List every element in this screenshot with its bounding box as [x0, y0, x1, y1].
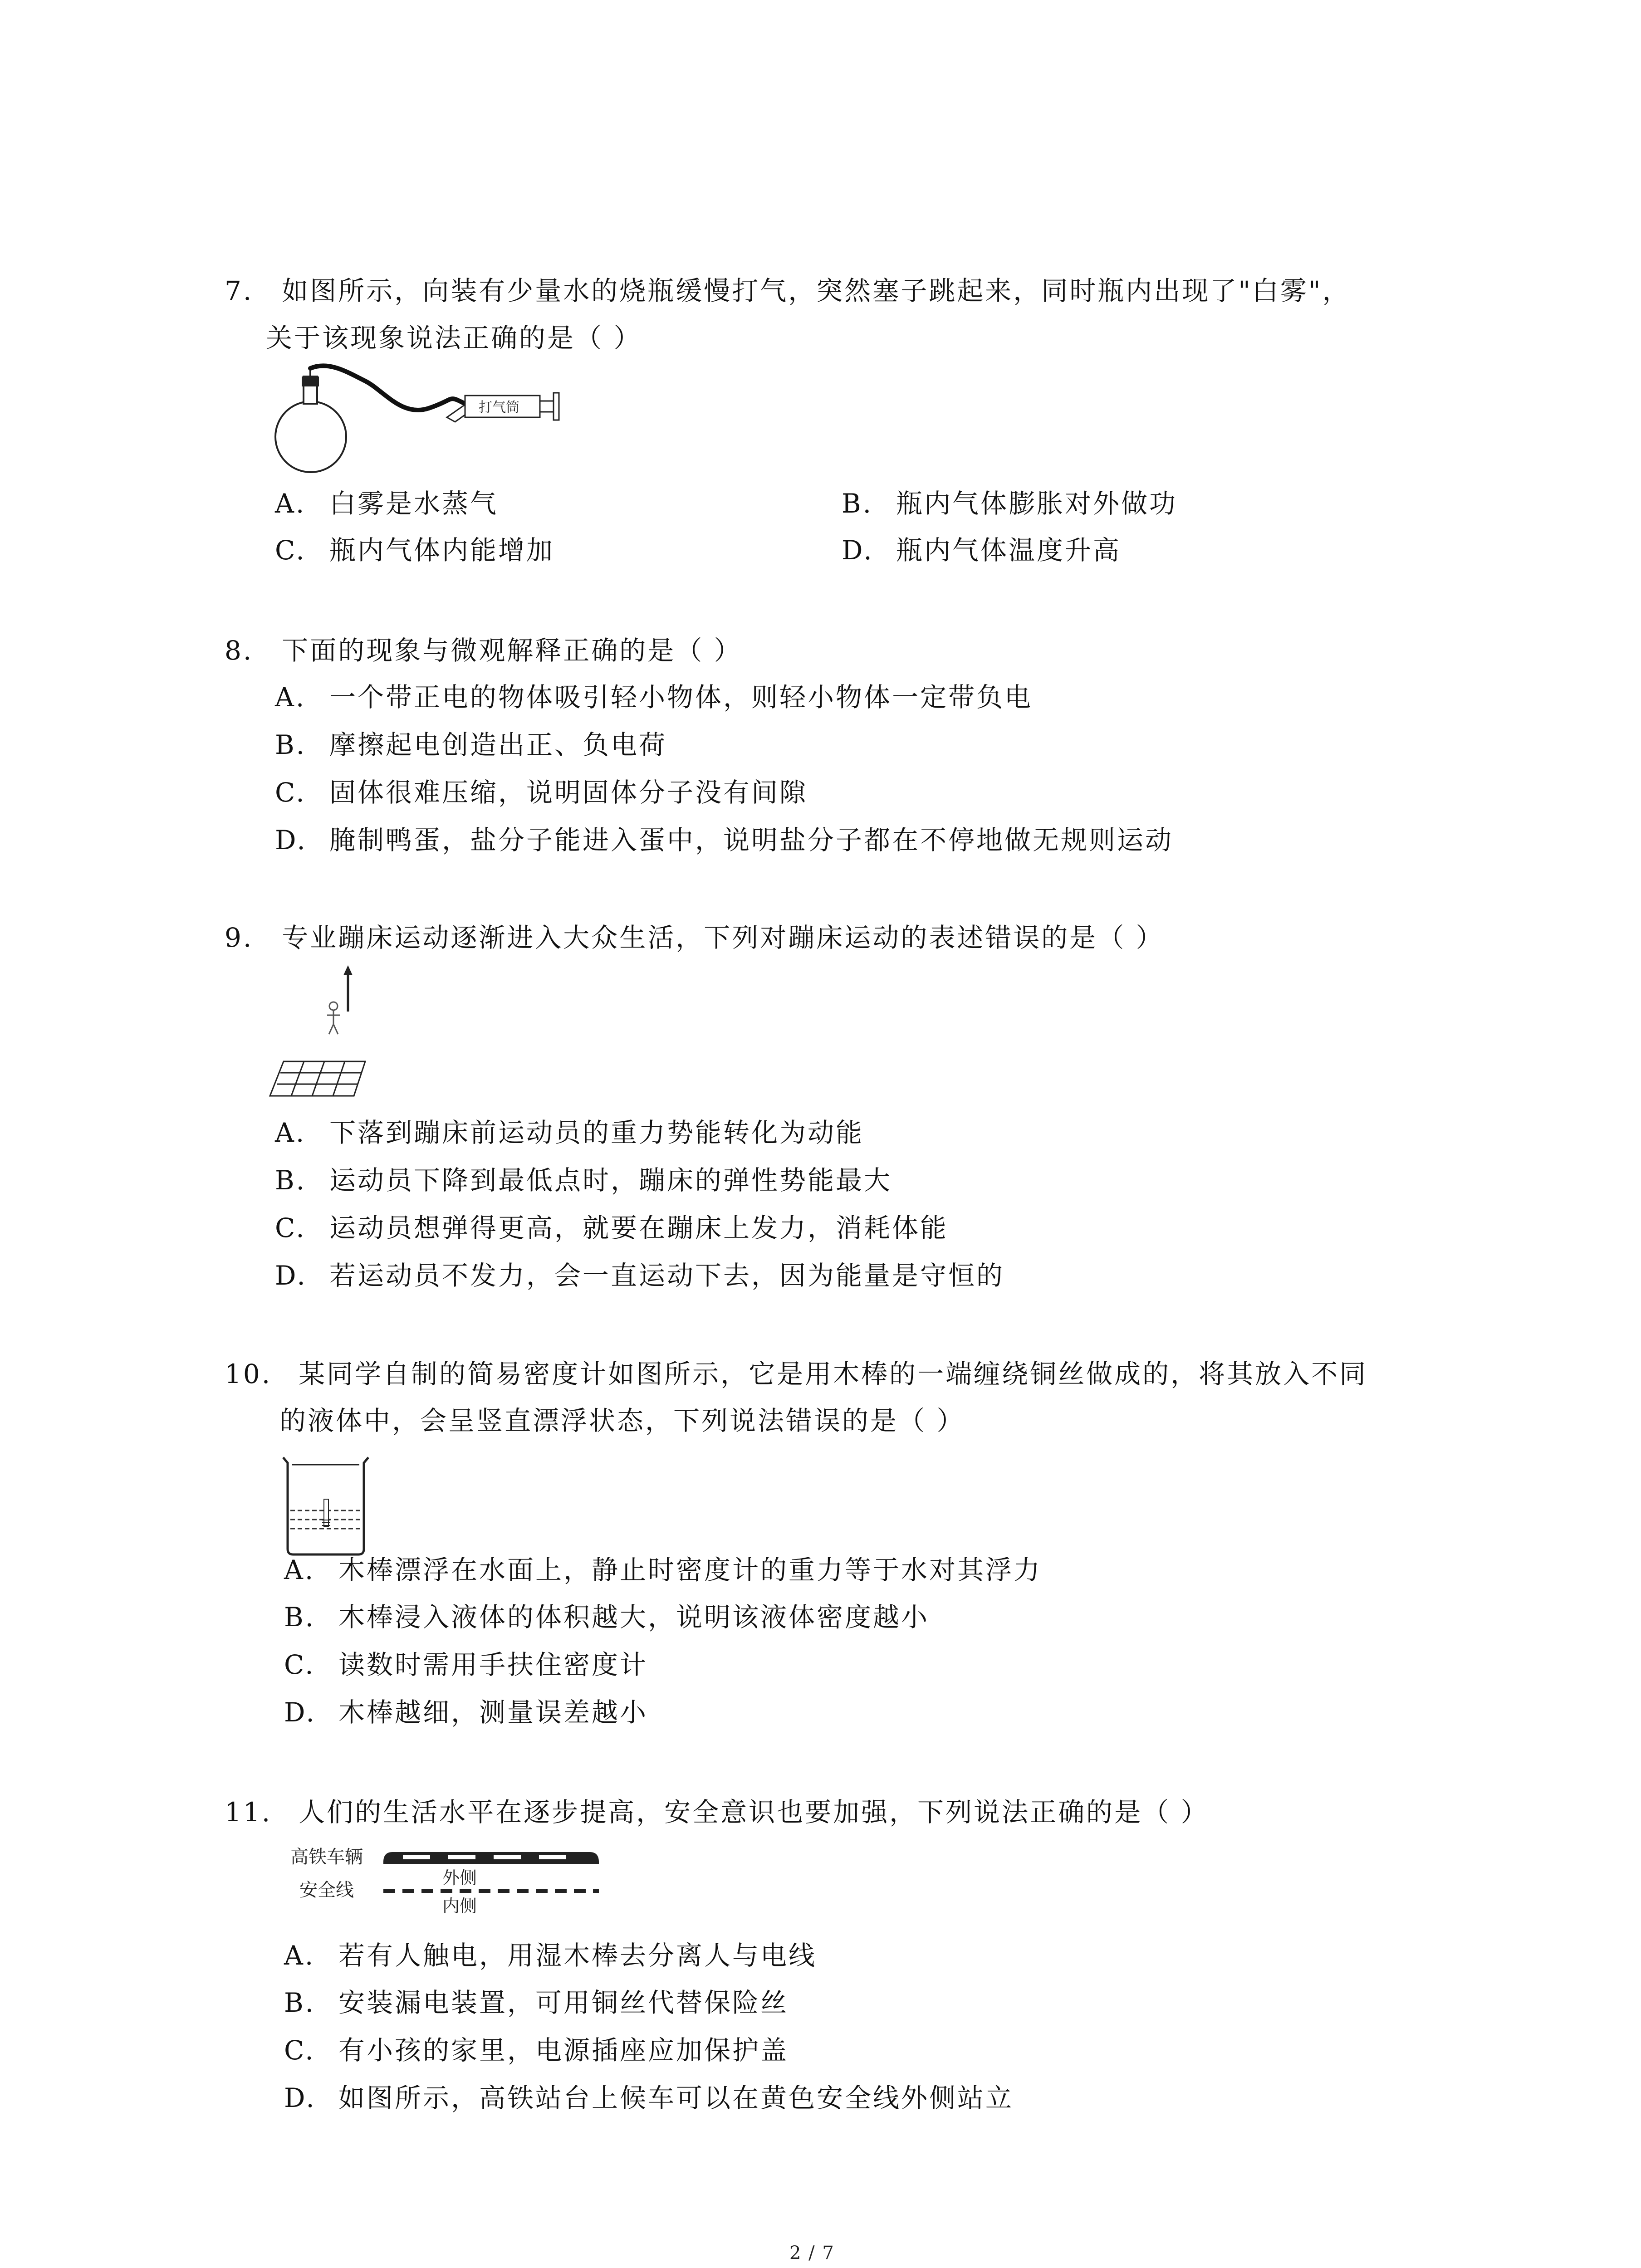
- safety-line-label: 安全线: [299, 1880, 354, 1901]
- question-number: 10.: [225, 1359, 272, 1389]
- question-10-line-1: [225, 1361, 1367, 1387]
- question-10-line-2: [279, 1405, 965, 1436]
- option-d: D. 腌制鸭蛋，盐分子能进入蛋中，说明盐分子都在不停地做无规则运动: [275, 825, 1174, 855]
- question-8-line-1: [225, 637, 742, 664]
- question-stem: 人们的生活水平在逐步提高，安全意识也要加强，下列说法正确的是（ ）: [299, 1797, 1209, 1828]
- option-a: A. 下落到蹦床前运动员的重力势能转化为动能: [275, 1117, 864, 1148]
- trampoline-icon: [270, 1061, 365, 1096]
- question-number: 8.: [225, 635, 254, 666]
- option-a: A. 若有人触电，用湿木棒去分离人与电线: [284, 1940, 817, 1971]
- option-a: A. 木棒漂浮在水面上，静止时密度计的重力等于水对其浮力: [284, 1554, 1042, 1585]
- option-d: D. 若运动员不发力，会一直运动下去，因为能量是守恒的: [275, 1260, 1005, 1291]
- option-c: C. 固体很难压缩，说明固体分子没有间隙: [275, 777, 808, 808]
- flask-icon: [275, 367, 346, 472]
- question-9-line-1: [225, 924, 1164, 951]
- train-platform-figure: [286, 1844, 603, 1926]
- question-stem: 某同学自制的简易密度计如图所示，它是用木棒的一端缠绕铜丝做成的，将其放入不同: [299, 1359, 1368, 1389]
- train-label: 高铁车辆: [290, 1847, 363, 1867]
- athlete-icon: [327, 1002, 340, 1034]
- option-d: D. 木棒越细，测量误差越小: [284, 1697, 648, 1728]
- question-11-line-1: [225, 1797, 1209, 1828]
- flask-pump-figure: [265, 363, 565, 476]
- question-stem: 关于该现象说法正确的是（ ）: [266, 323, 642, 353]
- question-number: 7.: [225, 275, 254, 306]
- question-7-line-1: [225, 275, 1351, 306]
- option-c: C. 有小孩的家里，电源插座应加保护盖: [284, 2035, 789, 2066]
- option-b: B. 瓶内气体膨胀对外做功: [842, 488, 1178, 519]
- question-number: 9.: [225, 922, 254, 953]
- question-stem: 下面的现象与微观解释正确的是（ ）: [282, 635, 742, 666]
- inner-side-label: 内侧: [442, 1896, 477, 1916]
- option-b: B. 摩擦起电创造出正、负电荷: [275, 729, 667, 760]
- option-d: D. 如图所示，高铁站台上候车可以在黄色安全线外侧站立: [284, 2082, 1014, 2113]
- tube-icon: [310, 366, 465, 410]
- train-icon: [383, 1852, 599, 1864]
- question-stem: 的液体中，会呈竖直漂浮状态，下列说法错误的是（ ）: [279, 1405, 965, 1436]
- question-stem: 专业蹦床运动逐渐进入大众生活，下列对蹦床运动的表述错误的是（ ）: [282, 922, 1164, 953]
- arrow-up-icon: [343, 965, 353, 1012]
- option-a: A. 白雾是水蒸气: [275, 488, 499, 519]
- option-c: C. 运动员想弹得更高，就要在蹦床上发力，消耗体能: [275, 1212, 949, 1243]
- option-b: B. 木棒浸入液体的体积越大，说明该液体密度越小: [284, 1602, 930, 1633]
- option-b: B. 安装漏电装置，可用铜丝代替保险丝: [284, 1987, 789, 2018]
- option-d: D. 瓶内气体温度升高: [842, 535, 1122, 566]
- question-stem: 如图所示，向装有少量水的烧瓶缓慢打气，突然塞子跳起来，同时瓶内出现了"白雾"，: [282, 275, 1351, 306]
- option-c: C. 读数时需用手扶住密度计: [284, 1649, 648, 1680]
- option-a: A. 一个带正电的物体吸引轻小物体，则轻小物体一定带负电: [275, 682, 1033, 713]
- pump-label: 打气筒: [479, 400, 519, 415]
- option-c: C. 瓶内气体内能增加: [275, 535, 555, 566]
- option-b: B. 运动员下降到最低点时，蹦床的弹性势能最大: [275, 1165, 892, 1196]
- beaker-figure: [277, 1454, 377, 1558]
- trampoline-figure: [265, 962, 374, 1107]
- pump-icon: [447, 393, 559, 422]
- hydrometer-icon: [322, 1499, 330, 1526]
- outer-side-label: 外侧: [442, 1868, 477, 1888]
- question-7-line-2: [266, 325, 642, 351]
- page-number: 2 / 7: [789, 2243, 835, 2263]
- question-number: 11.: [225, 1797, 272, 1828]
